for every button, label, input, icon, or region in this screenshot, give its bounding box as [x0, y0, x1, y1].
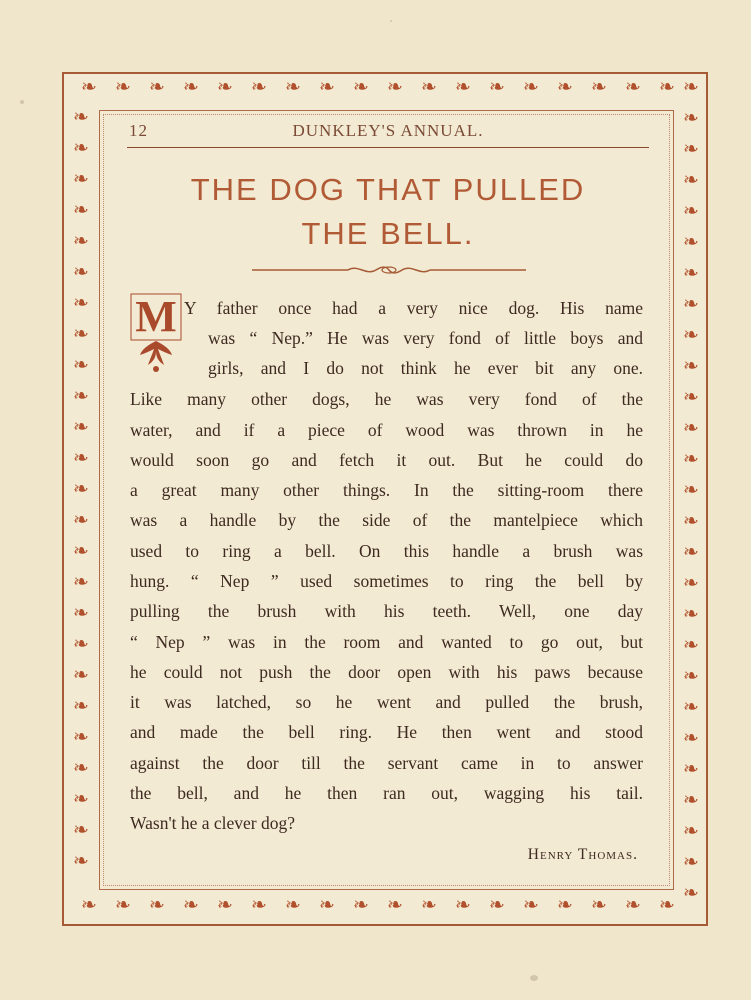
body-text-line: Like many other dogs, he was very fond of the: [130, 389, 643, 409]
vine-ornament-icon: ❧: [683, 696, 699, 718]
body-text-line: Wasn't he a clever dog?: [130, 813, 296, 833]
vine-ornament-icon: ❧: [73, 664, 89, 686]
vine-ornament-icon: ❧: [683, 479, 699, 501]
vine-ornament-icon: ❧: [319, 896, 335, 916]
body-text-line: was “ Nep.” He was very fond of little boys and: [208, 328, 643, 348]
vine-ornament-icon: ❧: [285, 78, 301, 98]
vine-ornament-icon: ❧: [73, 850, 89, 872]
vine-ornament-icon: ❧: [217, 78, 233, 98]
vine-ornament-icon: ❧: [421, 78, 437, 98]
body-text-line: water, and if a piece of wood was thrown in he: [130, 420, 643, 440]
vine-ornament-icon: ❧: [591, 896, 607, 916]
body-text-line: the bell, and he then ran out, wagging his tail.: [130, 783, 643, 803]
vine-ornament-icon: ❧: [557, 896, 573, 916]
vine-ornament-icon: ❧: [683, 417, 699, 439]
vine-ornament-icon: ❧: [183, 896, 199, 916]
paper-speck: [20, 100, 24, 104]
body-text-line: Y father once had a very nice dog. His name: [184, 298, 643, 318]
body-text-line: “ Nep ” was in the room and wanted to go out, but: [130, 632, 643, 652]
vine-ornament-icon: ❧: [455, 896, 471, 916]
page-number: 12: [129, 121, 148, 140]
vine-ornament-icon: ❧: [73, 230, 89, 252]
paper-speck: [390, 20, 392, 22]
vine-ornament-icon: ❧: [387, 896, 403, 916]
body-text-line: it was latched, so he went and pulled the brush,: [130, 692, 643, 712]
body-text-line: pulling the brush with his teeth. Well, one day: [130, 601, 643, 621]
vine-ornament-icon: ❧: [81, 896, 97, 916]
vine-ornament-icon: ❧: [73, 819, 89, 841]
body-text-line: was a handle by the side of the mantelpiece which: [130, 510, 643, 530]
vine-ornament-icon: ❧: [683, 851, 699, 873]
vine-ornament-icon: ❧: [73, 261, 89, 283]
vine-ornament-icon: ❧: [683, 386, 699, 408]
running-head: [127, 117, 649, 148]
vine-ornament-icon: ❧: [683, 262, 699, 284]
body-text-line: hung. “ Nep ” used sometimes to ring the bell by: [130, 571, 643, 591]
vine-ornament-icon: ❧: [149, 78, 165, 98]
vine-ornament-icon: ❧: [217, 896, 233, 916]
vine-ornament-icon: ❧: [421, 896, 437, 916]
vine-ornament-icon: ❧: [659, 78, 675, 98]
vine-ornament-icon: ❧: [683, 107, 699, 129]
title-flourish-divider: [252, 263, 526, 277]
vine-ornament-icon: ❧: [557, 78, 573, 98]
vine-ornament-icon: ❧: [683, 293, 699, 315]
vine-ornament-icon: ❧: [183, 78, 199, 98]
vine-ornament-icon: ❧: [683, 572, 699, 594]
vine-ornament-icon: ❧: [683, 634, 699, 656]
top-ornament-border: [72, 78, 704, 104]
vine-ornament-icon: ❧: [455, 78, 471, 98]
body-text-line: would soon go and fetch it out. But he could do: [130, 450, 643, 470]
vine-ornament-icon: ❧: [251, 78, 267, 98]
left-ornament-border: [66, 108, 96, 892]
vine-ornament-icon: ❧: [73, 385, 89, 407]
body-text-line: a great many other things. In the sitting-room there: [130, 480, 643, 500]
drop-cap-letter: M: [135, 292, 177, 341]
vine-ornament-icon: ❧: [659, 896, 675, 916]
vine-ornament-icon: ❧: [387, 78, 403, 98]
vine-ornament-icon: ❧: [683, 355, 699, 377]
vine-ornament-icon: ❧: [73, 757, 89, 779]
author-signature: Henry Thomas.: [527, 846, 638, 863]
vine-ornament-icon: ❧: [683, 448, 699, 470]
vine-ornament-icon: ❧: [73, 509, 89, 531]
vine-ornament-icon: ❧: [683, 231, 699, 253]
bottom-ornament-border: [72, 896, 704, 922]
vine-ornament-icon: ❧: [489, 896, 505, 916]
vine-ornament-icon: ❧: [73, 292, 89, 314]
vine-ornament-icon: ❧: [683, 541, 699, 563]
vine-ornament-icon: ❧: [591, 78, 607, 98]
article-title-line-2: THE BELL.: [301, 216, 475, 251]
vine-ornament-icon: ❧: [73, 354, 89, 376]
vine-ornament-icon: ❧: [73, 108, 89, 128]
vine-ornament-icon: ❧: [523, 896, 539, 916]
vine-ornament-icon: ❧: [319, 78, 335, 98]
vine-ornament-icon: ❧: [683, 603, 699, 625]
vine-ornament-icon: ❧: [683, 820, 699, 842]
vine-ornament-icon: ❧: [683, 727, 699, 749]
vine-ornament-icon: ❧: [73, 199, 89, 221]
vine-ornament-icon: ❧: [683, 78, 699, 98]
vine-ornament-icon: ❧: [489, 78, 505, 98]
vine-ornament-icon: ❧: [73, 726, 89, 748]
vine-ornament-icon: ❧: [73, 571, 89, 593]
right-ornament-border: [676, 78, 706, 920]
vine-ornament-icon: ❧: [683, 665, 699, 687]
vine-ornament-icon: ❧: [81, 78, 97, 98]
vine-ornament-icon: ❧: [251, 896, 267, 916]
vine-ornament-icon: ❧: [73, 137, 89, 159]
vine-ornament-icon: ❧: [115, 78, 131, 98]
drop-cap-ornament-icon: [130, 293, 186, 375]
vine-ornament-icon: ❧: [683, 138, 699, 160]
vine-ornament-icon: ❧: [683, 882, 699, 904]
vine-ornament-icon: ❧: [625, 78, 641, 98]
body-text-line: and made the bell ring. He then went and stood: [130, 722, 643, 742]
body-text-line: girls, and I do not think he ever bit any one.: [208, 358, 643, 378]
article-title-line-1: THE DOG THAT PULLED: [190, 172, 586, 207]
body-text-line: against the door till the servant came in to answer: [130, 753, 643, 773]
vine-ornament-icon: ❧: [353, 896, 369, 916]
vine-ornament-icon: ❧: [523, 78, 539, 98]
vine-ornament-icon: ❧: [683, 169, 699, 191]
vine-ornament-icon: ❧: [73, 602, 89, 624]
vine-ornament-icon: ❧: [683, 200, 699, 222]
vine-ornament-icon: ❧: [73, 695, 89, 717]
vine-ornament-icon: ❧: [73, 540, 89, 562]
vine-ornament-icon: ❧: [73, 478, 89, 500]
vine-ornament-icon: ❧: [73, 416, 89, 438]
vine-ornament-icon: ❧: [73, 323, 89, 345]
vine-ornament-icon: ❧: [115, 896, 131, 916]
vine-ornament-icon: ❧: [285, 896, 301, 916]
vine-ornament-icon: ❧: [683, 324, 699, 346]
vine-ornament-icon: ❧: [683, 789, 699, 811]
body-text-line: used to ring a bell. On this handle a brush was: [130, 541, 643, 561]
vine-ornament-icon: ❧: [73, 168, 89, 190]
body-text-line: he could not push the door open with his paws because: [130, 662, 643, 682]
running-title: DUNKLEY'S ANNUAL.: [292, 121, 484, 140]
paper-speck: [530, 975, 538, 981]
vine-ornament-icon: ❧: [73, 447, 89, 469]
vine-ornament-icon: ❧: [625, 896, 641, 916]
vine-ornament-icon: ❧: [73, 633, 89, 655]
vine-ornament-icon: ❧: [683, 758, 699, 780]
drop-cap: [130, 293, 186, 375]
vine-ornament-icon: ❧: [73, 788, 89, 810]
vine-ornament-icon: ❧: [683, 510, 699, 532]
vine-ornament-icon: ❧: [353, 78, 369, 98]
vine-ornament-icon: ❧: [149, 896, 165, 916]
